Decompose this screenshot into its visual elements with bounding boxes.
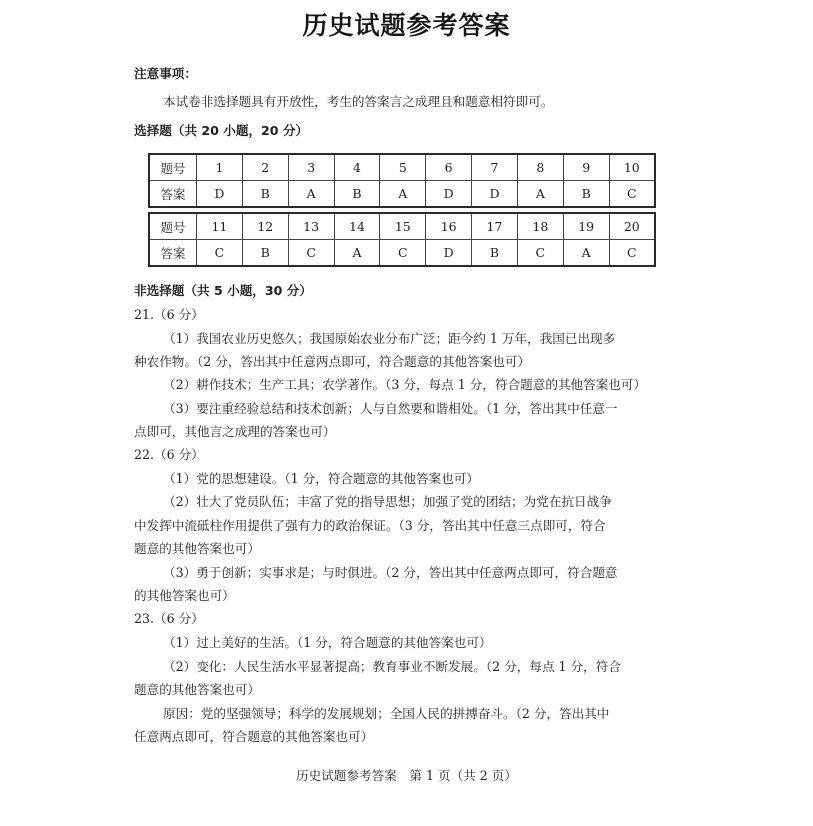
question-number: 9 [563, 154, 609, 181]
question-number: 11 [197, 213, 243, 240]
q22-part3-line2: 的其他答案也可） [134, 588, 235, 603]
notice-heading: 注意事项： [134, 66, 197, 81]
question-number: 18 [517, 213, 563, 240]
question-number: 6 [426, 154, 472, 181]
answer-table-1 [148, 153, 656, 208]
answer-cell: C [288, 240, 334, 267]
question-number: 1 [197, 154, 243, 181]
question-number: 12 [242, 213, 288, 240]
answer-cell: C [380, 240, 426, 267]
question-21-label: 21.（6 分） [134, 307, 204, 322]
answer-cell: B [563, 181, 609, 208]
answer-cell: A [517, 181, 563, 208]
answer-cell: A [563, 240, 609, 267]
q22-part3-line1: （3）勇于创新；实事求是；与时俱进。（2 分，答出其中任意两点即可，符合题意 [163, 565, 618, 580]
answer-cell: B [242, 181, 288, 208]
notice-text: 本试卷非选择题具有开放性，考生的答案言之成理且和题意相符即可。 [163, 94, 554, 109]
table-row-answers [149, 240, 655, 267]
page-footer: 历史试题参考答案 第 1 页（共 2 页） [296, 768, 517, 783]
question-number: 13 [288, 213, 334, 240]
answer-cell: D [426, 240, 472, 267]
q21-part1-line2: 种农作物。（2 分，答出其中任意两点即可，符合题意的其他答案也可） [134, 354, 531, 369]
table-row-numbers [149, 213, 655, 240]
table-row-answers [149, 181, 655, 208]
q21-part3-line2: 点即可，其他言之成理的答案也可） [134, 424, 336, 439]
answer-cell: D [472, 181, 518, 208]
row-label-answer: 答案 [149, 240, 197, 267]
answer-cell: C [517, 240, 563, 267]
question-number: 15 [380, 213, 426, 240]
answer-cell: A [334, 240, 380, 267]
page-title: 历史试题参考答案 [302, 11, 511, 40]
question-number: 14 [334, 213, 380, 240]
question-number: 4 [334, 154, 380, 181]
q22-part1: （1）党的思想建设。（1 分，符合题意的其他答案也可） [163, 471, 479, 486]
answer-cell: C [609, 181, 655, 208]
answer-cell: C [609, 240, 655, 267]
question-number: 3 [288, 154, 334, 181]
answer-table-2 [148, 212, 656, 267]
q22-part2-line1: （2）壮大了党员队伍；丰富了党的指导思想；加强了党的团结；为党在抗日战争 [163, 494, 612, 509]
answer-cell: B [242, 240, 288, 267]
question-number: 2 [242, 154, 288, 181]
row-label-question: 题号 [149, 213, 197, 240]
answer-cell: A [380, 181, 426, 208]
answer-cell: D [197, 181, 243, 208]
question-number: 8 [517, 154, 563, 181]
question-number: 10 [609, 154, 655, 181]
q23-part2-line1: （2）变化：人民生活水平显著提高；教育事业不断发展。（2 分，每点 1 分，符合 [163, 659, 621, 674]
table-row-numbers [149, 154, 655, 181]
q21-part2: （2）耕作技术；生产工具；农学著作。（3 分，每点 1 分，符合题意的其他答案也可） [163, 377, 647, 392]
q23-part3-line2: 任意两点即可，符合题意的其他答案也可） [134, 729, 374, 744]
answer-cell: B [472, 240, 518, 267]
question-number: 16 [426, 213, 472, 240]
answer-cell: A [288, 181, 334, 208]
question-number: 5 [380, 154, 426, 181]
answer-cell: B [334, 181, 380, 208]
answer-cell: D [426, 181, 472, 208]
q22-part2-line2: 中发挥中流砥柱作用提供了强有力的政治保证。（3 分，答出其中任意三点即可，符合 [134, 518, 606, 533]
q22-part2-line3: 题意的其他答案也可） [134, 541, 260, 556]
q23-part2-line2: 题意的其他答案也可） [134, 682, 260, 697]
question-23-label: 23.（6 分） [134, 611, 204, 626]
row-label-question: 题号 [149, 154, 197, 181]
question-number: 17 [472, 213, 518, 240]
question-number: 20 [609, 213, 655, 240]
question-22-label: 22.（6 分） [134, 447, 204, 462]
question-number: 19 [563, 213, 609, 240]
nonchoice-heading: 非选择题（共 5 小题，30 分） [134, 283, 312, 298]
q23-part3-line1: 原因：党的坚强领导；科学的发展规划；全国人民的拼搏奋斗。（2 分，答出其中 [163, 706, 610, 721]
q21-part1-line1: （1）我国农业历史悠久；我国原始农业分布广泛；距今约 1 万年，我国已出现多 [163, 331, 616, 346]
row-label-answer: 答案 [149, 181, 197, 208]
choice-heading: 选择题（共 20 小题，20 分） [134, 123, 309, 138]
answer-tables [148, 153, 656, 267]
q23-part1: （1）过上美好的生活。（1 分，符合题意的其他答案也可） [163, 635, 492, 650]
question-number: 7 [472, 154, 518, 181]
answer-cell: C [197, 240, 243, 267]
q21-part3-line1: （3）要注重经验总结和技术创新；人与自然要和谐相处。（1 分，答出其中任意一 [163, 401, 618, 416]
